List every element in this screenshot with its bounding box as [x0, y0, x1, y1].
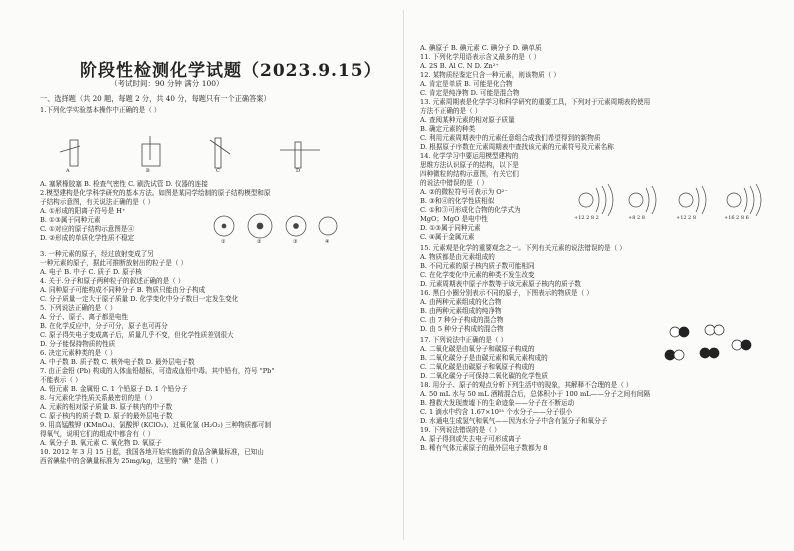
q15-option-d: D. 元素周期表中原子序数等于该元素原子核内的质子数 — [420, 280, 581, 288]
left-column — [20, 0, 390, 551]
q2-option-d: D. ②形成的单质化学性质不稳定 — [40, 234, 135, 242]
question-18: 18. 用分子、原子的观点分析下列生活中的现象，其解释不合理的是（ ） — [420, 381, 633, 389]
question-13: 13. 元素周期表是化学学习和科学研究的重要工具，下列对于元素周期表的使用 — [420, 98, 651, 106]
q18-option-c: C. 1 滴水中约含 1.67×10²¹ 个水分子——分子很小 — [420, 408, 573, 416]
q15-option-a: A. 物质都是由元素组成的 — [420, 253, 495, 261]
q2-option-a: A. ①形成的阳离子符号是 H⁺ — [40, 207, 126, 215]
orbit-label-4: +16 2 8 6 — [724, 215, 749, 221]
q17-option-a: A. 二氧化碳是由氧分子和碳原子构成的 — [420, 345, 535, 353]
atom-label-3: ③ — [293, 239, 298, 245]
question-10-cont: 西省碘盐中的含碘量标准为 25mg/kg，这里的 "碘" 是指（ ） — [40, 457, 223, 465]
q15-option-c: C. 在化学变化中元素的种类不发生改变 — [420, 271, 535, 279]
q17-option-b: B. 二氧化碳分子是由碳元素和氧元素构成的 — [420, 354, 548, 362]
question-14-cont-3: 的说法中错误的是（ ） — [420, 179, 489, 187]
question-16: 16. 黑白小圈分别表示不同的原子，下图表示的物质是（ ） — [420, 289, 593, 297]
figure-label-a: A — [66, 168, 70, 174]
atom-structure-diagrams — [570, 180, 780, 220]
exam-info: （考试时间：90 分钟 满分 100） — [110, 79, 224, 88]
figure-label-b: B — [146, 168, 150, 174]
q16-option-b: B. 由两种元素组成的纯净物 — [420, 307, 502, 315]
q17-option-c: C. 二氧化碳是由碳原子和氧原子构成的 — [420, 363, 535, 371]
question-19: 19. 下列说法错误的是（ ） — [420, 426, 501, 434]
q6-options: A. 中子数 B. 质子数 C. 核外电子数 D. 最外层电子数 — [40, 358, 195, 366]
figure-label-c: C — [216, 168, 220, 174]
q16-option-c: C. 由 7 种分子构成的混合物 — [420, 316, 504, 324]
orbit-label-2: +8 2 8 — [628, 215, 645, 221]
q18-option-b: B. 搜救犬发现废墟下的生命迹象——分子在不断运动 — [420, 399, 575, 407]
q15-option-b: B. 不同元素的原子核内质子数可能相同 — [420, 262, 535, 270]
q9-options: A. 氧分子 B. 氧元素 C. 氧化物 D. 氧原子 — [40, 439, 162, 447]
test-tube-icon — [215, 138, 221, 168]
q4-options-ab: A. 同种原子可能构成不同种分子 B. 物质只能由分子构成 — [40, 286, 206, 294]
orbit-label-1: +12 2 8 2 — [574, 215, 599, 221]
q2-option-b: B. ①③属于同种元素 — [40, 216, 101, 224]
q16-option-d: D. 由 5 种分子构成的混合物 — [420, 325, 504, 333]
q13-option-a: A. 查阅某种元素的相对原子质量 — [420, 116, 515, 124]
molecule-diagram — [655, 320, 755, 380]
q13-option-d: D. 根据原子序数在元素周期表中查找该元素的元素符号及元素名称 — [420, 143, 614, 151]
q5-option-b: B. 在化学反应中，分子可分，原子也可再分 — [40, 322, 168, 330]
q12-options-ab: A. 肯定是单质 B. 可能是化合物 — [420, 80, 513, 88]
question-4: 4. 关于.分子和原子两种粒子的叙述正确的是（ ） — [40, 277, 185, 285]
question-14-cont-1: 思维方法认识原子的结构，以下是 — [420, 161, 519, 169]
q19-option-b: B. 稀有气体元素原子的最外层电子数都为 8 — [420, 444, 548, 452]
q12-options-cd: C. 肯定是纯净物 D. 可能是混合物 — [420, 89, 520, 97]
question-2: 2.模型建构是化学科学研究的基本方法。如图是某同学绘制的原子结构模型和原 — [40, 189, 271, 197]
question-1-options: A. 塞紧橡胶塞 B. 检查气密性 C. 刷洗试管 D. 仪器的连接 — [40, 180, 208, 188]
question-11: 11. 下列化学用语表示含义最多的是（ ） — [420, 53, 541, 61]
question-15: 15. 元素观是化学的重要观念之一。下列有关元素的说法错误的是（ ） — [420, 244, 626, 252]
q18-option-d: D. 水通电生成氢气和氧气——因为水分子中含有氢分子和氧分子 — [420, 417, 608, 425]
orbit-figure — [570, 180, 780, 220]
question-7: 7. 由正金铅 (Pb) 构成的人体血铅超标，可造成血铅中毒。其中铅有，符号 "Pb" — [40, 367, 275, 375]
question-9-cont: 得氧气，说明它们的组成中都含有（ ） — [40, 430, 155, 438]
page-divider — [403, 10, 404, 540]
test-tube-icon — [295, 142, 301, 168]
q2-option-c: C. ①对应的原子结构示意图是④ — [40, 225, 135, 233]
molecule-figure — [655, 320, 755, 380]
question-12: 12. 某物质经鉴定只含一种元素，则该物质（ ） — [420, 71, 560, 79]
atom-label-2: ② — [257, 239, 262, 245]
figure-label-d: D — [296, 168, 301, 174]
q13-option-c: C. 利用元素周期表中的元素任意组合成我们希望得到的新物质 — [420, 134, 601, 142]
q10-options: A. 碘原子 B. 碘元素 C. 碘分子 D. 碘单质 — [420, 44, 542, 52]
question-3: 3. 一种元素的原子，经过放射变成了另 — [40, 250, 154, 258]
q14-option-a: A. ②的微粒符号可表示为 O²⁻ — [420, 188, 508, 196]
question-8: 8. 与元素化学性质关系最密切的是（ ） — [40, 394, 156, 402]
q4-options-cd: C. 分子质量一定大于原子质量 D. 化学变化中分子数目一定发生变化 — [40, 295, 239, 303]
question-2-cont: 子结构示意图，有关说法正确的是（ ） — [40, 198, 155, 206]
q5-option-c: C. 原子得失电子变成离子后，质量几乎不变，但化学性质差别很大 — [40, 331, 234, 339]
q14-option-e: C. ④属于金属元素 — [420, 233, 475, 241]
q16-option-a: A. 由两种元素组成的化合物 — [420, 298, 502, 306]
right-column — [420, 0, 780, 551]
question-7-cont: 不能表示（ ） — [40, 376, 82, 384]
section-heading: 一、选择题（共 20 题，每题 2 分，共 40 分，每题只有一个正确答案） — [40, 94, 271, 103]
lab-illustration — [50, 132, 350, 174]
q17-option-d: D. 二氧化碳分子可保持二氧化碳的化学性质 — [420, 372, 548, 380]
q3-options: A. 电子 B. 中子 C. 质子 D. 原子核 — [40, 268, 142, 276]
q14-option-d: D. ①③属于同种元素 — [420, 224, 481, 232]
beaker-icon — [142, 144, 160, 166]
orbit-label-3: +12 2 8 — [676, 215, 697, 221]
question-14: 14. 化学学习中要运用模型建构的 — [420, 152, 519, 160]
question-3-cont: 一种元素的原子，据此可推断放射出的粒子是（ ） — [40, 259, 188, 267]
atom-label-1: ① — [221, 239, 226, 245]
question-9: 9. 用高锰酸钾 (KMnO₄)、氯酸钾 (KClO₃)、过氧化氢 (H₂O₂) 三种物质都可制 — [40, 421, 272, 429]
q11-options: A. 2S B. Al C. N D. Zn²⁺ — [420, 62, 499, 70]
q5-option-a: A. 分子、原子、离子都是电性 — [40, 313, 129, 321]
q19-option-a: A. 原子得到或失去电子可形成离子 — [420, 435, 522, 443]
question-14-cont-2: 四种微粒的结构示意图，有关它们 — [420, 170, 519, 178]
q18-option-a: A. 50 mL 水与 50 mL 酒精混合后，总体积小于 100 mL——分子之间有间隔 — [420, 390, 650, 398]
q7-options: A. 铅元素 B. 金属铅 C. 1 个铅原子 D. 1 个铅分子 — [40, 385, 188, 393]
lab-figures — [50, 132, 350, 174]
question-13-cont: 方法不正确的是（ ） — [420, 107, 482, 115]
atom-models — [210, 212, 350, 248]
page-title: 阶段性检测化学试题（2023.9.15） — [80, 61, 382, 81]
question-6: 6. 决定元素种类的是（ ） — [40, 349, 117, 357]
atom-label-4: ④ — [325, 239, 330, 245]
q5-option-d: D. 分子能保持物质的性质 — [40, 340, 116, 348]
question-17: 17. 下列说法中正确的是（ ） — [420, 336, 508, 344]
q14-option-c: C. ①和③可形成化合物的化学式为 — [420, 206, 521, 214]
question-1: 1.下列化学实验基本操作中正确的是（ ） — [40, 106, 161, 114]
q8-options-ab: A. 元素的相对原子质量 B. 原子核内的中子数 — [40, 403, 173, 411]
question-10: 10. 2012 年 3 月 15 日起，我国各地开始实施新的食品含碘量标准，已知山 — [40, 448, 264, 456]
q14-option-b: B. ③和④的化学性质相似 — [420, 197, 495, 205]
q8-options-cd: C. 原子核内的质子数 D. 原子的最外层电子数 — [40, 412, 173, 420]
q14-option-c-cont: MgO；MgO 是电中性 — [420, 215, 488, 223]
q13-option-b: B. 确定元素的种类 — [420, 125, 476, 133]
test-tube-icon — [70, 140, 78, 166]
question-5: 5. 下列说法正确的是（ ） — [40, 304, 117, 312]
